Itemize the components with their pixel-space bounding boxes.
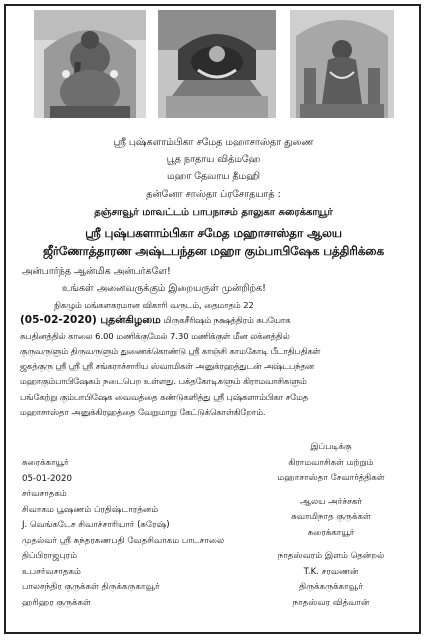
paragraph-line: நிகழும் மங்களகரமான விகாரி வருடம், தைமாதம் 22 <box>54 300 254 310</box>
welcome-line: உங்கள் அனைவருக்கும் இறையருள் முன்றிற்க! <box>62 283 266 294</box>
ceremony-date: (05-02-2020) புதன்கிழமை <box>20 314 161 327</box>
signatory-line: நாதஸ்வர வித்வான் <box>292 597 370 608</box>
signatory-line: சர்வசாதகம் <box>22 489 67 499</box>
invocation-line-2: பூத நாதாய வித்மஹே <box>166 154 261 165</box>
signatory-line: J. வெங்கடேச சிவாச்சாரியார் (சுரேஷ்) <box>22 520 170 530</box>
paragraph-line: குருவருளும் திருவருளும் துணைக்கொண்டு ஸ்ரீ காஞ்சி காமகோடி பீடாதிபதிகள் <box>20 345 321 356</box>
invitation-title-line-1: ஸ்ரீ புஷ்பகளாம்பிகா சமேத மஹாசாஸ்தா ஆலய <box>85 226 342 240</box>
photo-strip <box>34 10 394 122</box>
paragraph-line: பங்கேற்று கும்பாபிஷேக வைவத்தை கண்டுகளித்து ஸ்ரீ புஷ்களாம்பிகா சமேத <box>20 391 309 402</box>
signatory-line: சுவாமிநாத குருக்கள் <box>291 512 371 522</box>
goddess-shrine-photo <box>290 10 394 118</box>
announcement-paragraph <box>20 298 412 420</box>
signatory-line: உபசர்வசாதகம் <box>22 566 81 577</box>
paragraph-line: மஹாசாஸ்தா அனுக்கிரஹத்தை வேறுமாறு கேட்டுக்கொள்கிறோம். <box>20 407 266 418</box>
invitation-title-line-2: ஜீர்ணோத்தாரண அஷ்டபந்தன மஹா கும்பாபிஷேக பத்திரிக்கை <box>42 244 384 258</box>
ganesha-deity-photo <box>34 10 146 118</box>
signatory-line: இப்படிக்கு <box>310 442 352 452</box>
signatory-line: சுரைக்காயூர் <box>22 458 69 468</box>
signatory-line: ஆலய அர்ச்சகர் <box>300 496 362 507</box>
signatory-line: நாதஸ்வரம் இளம் தென்றல் <box>277 551 385 561</box>
place-line: தஞ்சாவூர் மாவட்டம் பாபநாசம் தாலுகா சுரைக்காயூர் <box>94 207 333 218</box>
officiants-column <box>22 456 224 611</box>
signatory-line: சிவாகம பூஷணம் ப்ரதிஷ்டாரத்னம் <box>22 504 159 515</box>
signatory-line: பாலசந்திர குருக்கள் திருக்கருகாவூர் <box>22 582 160 592</box>
greeting: அன்பார்ந்த ஆன்மிக அன்பர்களே! <box>22 266 171 277</box>
hosts-column <box>256 440 406 611</box>
signatory-line: திப்பிராஜபுரம் <box>22 551 78 561</box>
paragraph-line: ஜகத்குரு ஸ்ரீ ஸ்ரீ ஸ்ரீ சங்கராச்சாரிய ஸ்வாமிகள் அனுக்ரஹத்துடன் அஷ்டபந்தன <box>20 361 314 372</box>
paragraph-line: (05-02-2020) புதன்கிழமை மிருகசீரிஷம் நக்ஷத்திரம் சுபயோக <box>20 314 291 327</box>
signatory-line: திருக்கருக்காவூர் <box>299 582 363 592</box>
signatory-line: மஹாசாஸ்தா சேவார்த்திகள் <box>277 473 385 483</box>
signatory-line: ஹரிஹர குருக்கள் <box>22 597 91 608</box>
invocation-line-3: மஹா தேவாய தீமஹி <box>166 171 261 182</box>
signatory-line: சுரைக்காயூர் <box>307 527 355 538</box>
invocation-line-4: தன்னோ சாஸ்தா ப்ரசோதயாத் : <box>146 189 281 200</box>
shrine-deity-photo <box>158 10 276 118</box>
signatory-line: T.K. சரவணன் <box>303 566 359 577</box>
signatory-line: கிராமவாசிகள் மற்றும் <box>288 457 374 468</box>
signatory-line: 05-01-2020 <box>22 473 72 484</box>
paragraph-line: சுபதினத்தில் காலை 6.00 மணிக்குமேல் 7.30 மணிக்குள் மீன லக்னத்தில் <box>20 330 290 341</box>
invocation-line-1: ஸ்ரீ புஷ்களாம்பிகா சமேத மஹாசாஸ்தா துணை <box>113 137 314 148</box>
paragraph-line: மஹாகும்பாபிஷேகம் நடைபெற உள்ளது. பக்தகோடிகளும் கிராமவாசிகளும் <box>20 376 307 387</box>
signatory-line: முதல்வர் ஸ்ரீ சுந்தரகணபதி வேதசிவாகம பாடசாலை <box>22 535 225 546</box>
